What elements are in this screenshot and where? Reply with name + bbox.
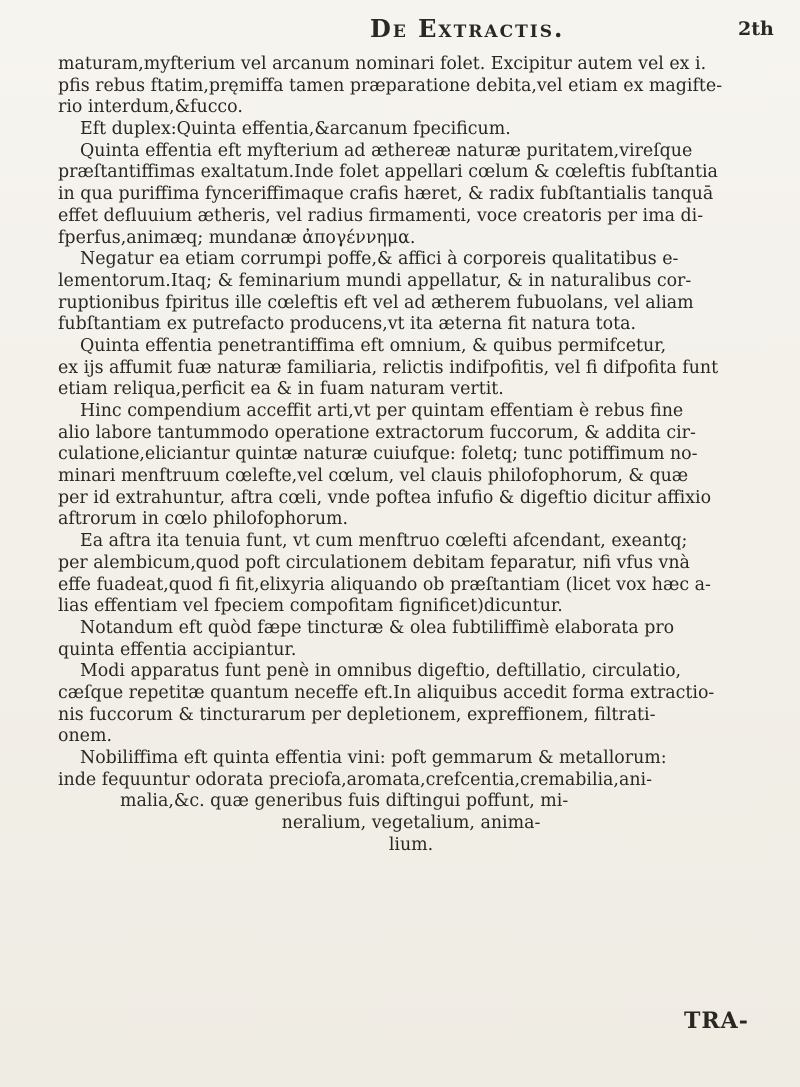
text-line: nis fuccorum & tincturarum per depletionem, expreffionem, filtrati- (58, 704, 656, 725)
text-line: onem. (58, 726, 112, 747)
text-line: Quinta effentia penetrantiffima eft omnium, & quibus permifcetur, (80, 335, 667, 356)
text-line: effe fuadeat,quod fi fit,elixyria aliquando ob præſtantiam (licet vox hæc a- (58, 574, 711, 595)
text-line: Eft duplex:Quinta effentia,&arcanum fpecificum. (80, 119, 511, 140)
text-line: alio labore tantummodo operatione extractorum fuccorum, & addita cir- (58, 422, 696, 443)
text-line: ex ijs affumit fuæ naturæ familiaria, relictis indifpofitis, vel fi difpofita funt (58, 357, 719, 378)
body-text (58, 54, 764, 856)
text-line: effet defluuium ætheris, vel radius firmamenti, voce creatoris per ima di- (58, 205, 704, 226)
text-line: per id extrahuntur, aftra cœli, vnde poftea infufio & digeftio dicitur affixio (58, 487, 712, 508)
text-line: in qua puriffima fynceriffimaque crafis hæret, & radix fubſtantialis tanquā (58, 184, 714, 205)
text-line: fubſtantiam ex putrefacto producens,vt ita æterna fit natura tota. (58, 314, 636, 335)
text-line: cæſque repetitæ quantum neceffe eft.In aliquibus accedit forma extractio- (58, 682, 715, 703)
text-line: pfis rebus ftatim,pręmiffa tamen præparatione debita,vel etiam ex magifte- (58, 75, 723, 96)
catchword: TRA- (684, 1008, 749, 1034)
text-line: aftrorum in cœlo philofophorum. (58, 509, 349, 530)
text-line: inde fequuntur odorata preciofa,aromata,crefcentia,cremabilia,ani- (58, 769, 652, 790)
text-line: maturam,myfterium vel arcanum nominari folet. Excipitur autem vel ex i. (58, 54, 707, 74)
text-line: Ea aftra ita tenuia funt, vt cum menftruo cœlefti afcendant, exeantq; (80, 531, 688, 552)
text-line: Negatur ea etiam corrumpi poffe,& affici à corporeis qualitatibus e- (80, 249, 679, 270)
text-line: per alembicum,quod poft circulationem debitam feparatur, nifi vfus vnà (58, 552, 690, 573)
text-line: Nobiliffima eft quinta effentia vini: poft gemmarum & metallorum: (80, 748, 667, 768)
text-line: minari menftruum cœlefte,vel cœlum, vel clauis philofophorum, & quæ (58, 466, 689, 487)
page-number: 2th (738, 18, 774, 40)
text-line: quinta effentia accipiantur. (58, 639, 297, 660)
text-line: lium. (388, 834, 434, 855)
text-line: malia,&c. quæ generibus fuis diftingui poffunt, mi- (120, 791, 569, 812)
text-line: neralium, vegetalium, anima- (281, 813, 541, 834)
text-line: præſtantiffimas exaltatum.Inde folet appellari cœlum & cœleftis fubſtantia (58, 162, 718, 183)
text-line: Hinc compendium acceffit arti,vt per quintam effentiam è rebus fine (80, 401, 684, 421)
page-header (0, 14, 800, 54)
text-line: fperfus,animæq; mundanæ ἀπογέννημα. (58, 227, 416, 248)
text-line: ruptionibus fpiritus ille cœleftis eft vel ad ætherem fubuolans, vel aliam (58, 292, 694, 313)
text-line: Modi apparatus funt penè in omnibus digeftio, deftillatio, circulatio, (80, 661, 682, 682)
running-title: De Extractis. (370, 14, 565, 43)
text-line: Quinta effentia eft myfterium ad æthereæ naturæ puritatem,vireſque (80, 140, 693, 161)
text-line: Notandum eft quòd fæpe tincturæ & olea fubtiliffimè elaborata pro (80, 617, 675, 638)
text-line: culatione,eliciantur quintæ naturæ cuiufque: foletq; tunc potiffimum no- (58, 444, 698, 465)
text-line: etiam reliqua,perficit ea & in fuam naturam vertit. (58, 379, 504, 400)
text-line: lementorum.Itaq; & feminarium mundi appellatur, & in naturalibus cor- (58, 270, 692, 291)
text-line: rio interdum,&fucco. (58, 97, 243, 118)
text-line: lias effentiam vel fpeciem compofitam fignificet)dicuntur. (58, 596, 563, 617)
